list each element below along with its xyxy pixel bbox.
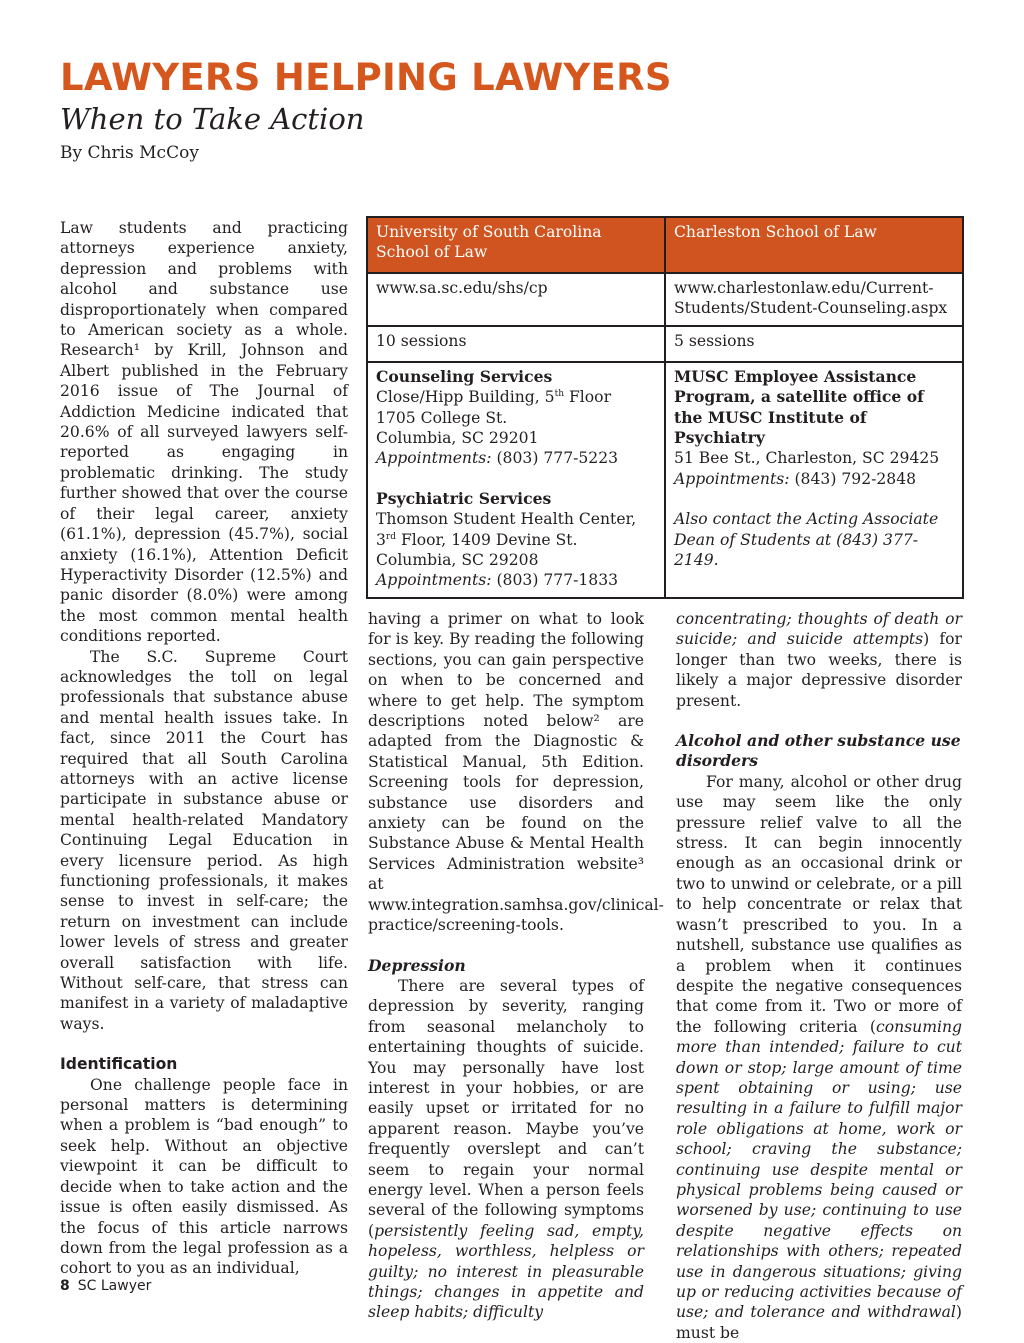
page-footer (60, 1276, 151, 1296)
counseling-services-name: Counseling Services (376, 366, 553, 386)
address-line: Columbia, SC 29208 (376, 551, 539, 570)
resources-table (366, 216, 964, 599)
table-row (367, 362, 963, 598)
psychiatric-services-name: Psychiatric Services (376, 488, 552, 508)
usc-sessions: 10 sessions (367, 326, 665, 362)
page-number: 8 (60, 1278, 70, 1294)
appointments-line: Appointments: (803) 777-5223 (376, 449, 619, 468)
appointments-line: Appointments: (803) 777-1833 (376, 571, 619, 590)
column-right (676, 609, 962, 1343)
section-heading-depression: Depression (368, 955, 466, 975)
address-line: 1705 College St. (376, 408, 508, 427)
table-row (367, 273, 963, 326)
csl-musc-block (674, 367, 954, 489)
musc-program-name: MUSC Employee Assistance Program, a satellite office of the MUSC Institute of Psychiatry (674, 366, 924, 448)
paragraph: concentrating; thoughts of death or suicide; and suicide attempts) for longer than two weeks, there is likely a major depressive disorder present. (676, 610, 962, 710)
section-heading-identification: Identification (60, 1055, 178, 1074)
paragraph: having a primer on what to look for is key. By reading the following sections, you can gain perspective on when to be concerned and where to get help. The symptom descriptions noted below² are adapted from the Diagnostic & Statistical Manual, 5th Edition. Screening tools for depression, substance use disorders and anxiety can be found on the Substance Abuse & Mental Health Services Administration website³ at www.integration.samhsa.gov/clinical-practice/screening-tools. (368, 610, 664, 935)
article-title: LAWYERS HELPING LAWYERS (60, 56, 672, 99)
usc-services-cell (367, 362, 665, 598)
address-line: 3rd Floor, 1409 Devine St. (376, 530, 578, 549)
column-middle (368, 609, 664, 1323)
csl-services-cell (665, 362, 963, 598)
column-left (60, 218, 348, 1279)
paragraph: For many, alcohol or other drug use may seem like the only pressure relief valve to all the stress. It can begin innocently enough as an occasional drink or two to unwind or celebrate, or a pill to help concentrate or relax that wasn’t prescribed to you. In a nutshell, substance use qualifies as a problem when it continues despite the negative consequences that come from it. Two or more of the following criteria (consuming more than intended; failure to cut down or stop; large amount of time spent obtaining or using; use resulting in a failure to fulfill major role obligations at home, work or school; craving the substance; continuing use despite mental or physical problems being caused or worsened by use; continuing to use despite negative effects on relationships with others; repeated use in dangerous situations; giving up or reducing activities because of use; and tolerance and withdrawal) must be (676, 772, 962, 1342)
dean-contact-note: Also contact the Acting Associate Dean of Students at (843) 377-2149. (674, 510, 939, 570)
paragraph: The S.C. Supreme Court acknowledges the toll on legal professionals that substance abuse and mental health issues take. In fact, since 2011 the Court has required that all South Carolina attorneys with an active license participate in substance abuse or mental health-related Mandatory Continuing Legal Education in every licensure period. As high functioning professionals, it makes sense to invest in self-care; the return on investment can include lower levels of stress and greater overall satisfaction with life. Without self-care, that stress can manifest in a variety of maladaptive ways. (60, 647, 348, 1033)
table-header-csl: Charleston School of Law (665, 217, 963, 273)
table-header-usc: University of South Carolina School of Law (367, 217, 665, 273)
paragraph: One challenge people face in personal matters is determining when a problem is “bad enough” to seek help. Without an objective viewpoint it can be difficult to decide when to take action and the issue is often easily dismissed. As the focus of this article narrows down from the legal profession as a cohort to you as an individual, (60, 1075, 348, 1278)
address-line: Close/Hipp Building, 5th Floor (376, 388, 612, 407)
table-row (367, 326, 963, 362)
table-header-row (367, 217, 963, 273)
article-subtitle: When to Take Action (60, 102, 365, 136)
publication-name: SC Lawyer (77, 1278, 152, 1294)
csl-website[interactable]: www.charlestonlaw.edu/Current-Students/Student-Counseling.aspx (665, 273, 963, 326)
paragraph: Law students and practicing attorneys experience anxiety, depression and problems with alcohol and substance use disproportionately when compared to American society as a whole. Research¹ by Krill, Johnson and Albert published in the February 2016 issue of The Journal of Addiction Medicine indicated that 20.6% of all surveyed lawyers self-reported as engaging in problematic drinking. The study further showed that over the course of their legal career, anxiety (61.1%), depression (45.7%), social anxiety (16.1%), Attention Deficit Hyperactivity Disorder (12.5%) and panic disorder (8.0%) were among the most common mental health conditions reported. (60, 219, 348, 646)
appointments-line: Appointments: (843) 792-2848 (674, 469, 917, 488)
csl-sessions: 5 sessions (665, 326, 963, 362)
address-line: Thomson Student Health Center, (376, 510, 637, 529)
usc-psychiatric-block (376, 489, 656, 591)
section-heading-alcohol: Alcohol and other substance use disorders (676, 731, 961, 771)
address-line: 51 Bee St., Charleston, SC 29425 (674, 449, 940, 468)
usc-counseling-block (376, 367, 656, 469)
byline: By Chris McCoy (60, 143, 199, 163)
usc-website[interactable]: www.sa.sc.edu/shs/cp (367, 273, 665, 326)
paragraph: There are several types of depression by severity, ranging from seasonal melancholy to entertaining thoughts of suicide. You may personally have lost interest in your hobbies, or are easily upset or irritated for no apparent reason. Maybe you’ve frequently overslept and can’t seem to regain your normal energy level. When a person feels several of the following symptoms (persistently feeling sad, empty, hopeless, worthless, helpless or guilty; no interest in pleasurable things; changes in appetite and sleep habits; difficulty (368, 976, 644, 1322)
address-line: Columbia, SC 29201 (376, 429, 539, 448)
